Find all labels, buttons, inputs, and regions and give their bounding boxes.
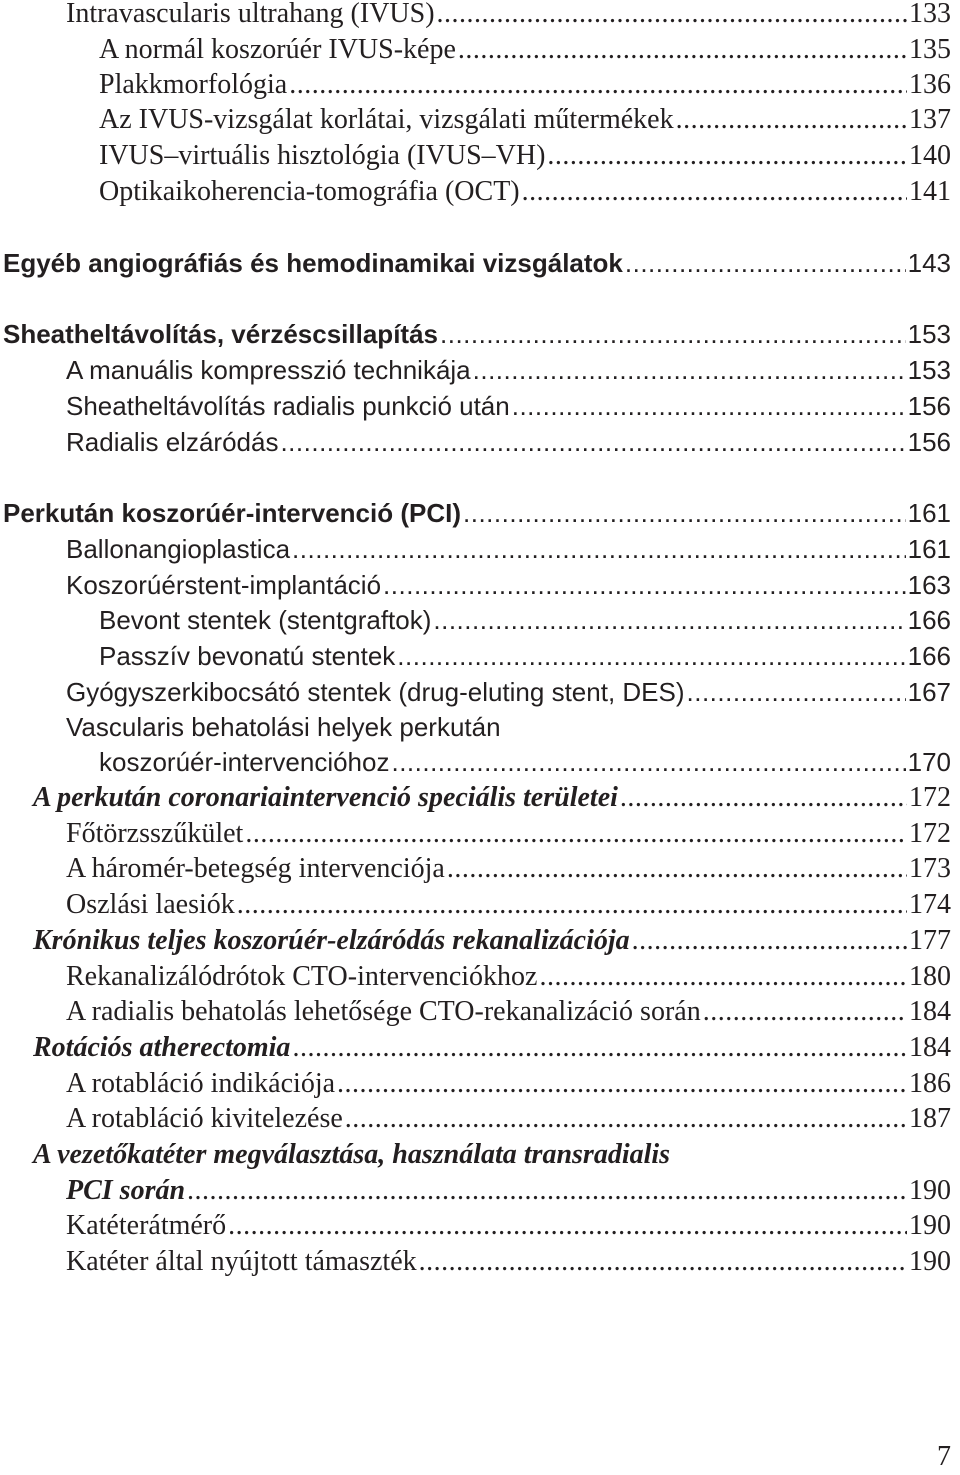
- toc-entry-title: Plakkmorfológia: [99, 69, 288, 100]
- toc-entry-page: 136: [909, 69, 951, 100]
- toc-entry-page: 156: [907, 427, 951, 457]
- toc-section-entry-first-line: [33, 1137, 951, 1173]
- toc-entry-first-line: [66, 709, 951, 745]
- toc-entry: [99, 638, 951, 674]
- toc-section-title: Krónikus teljes koszorúér-elzáródás rekanalizációja: [33, 925, 630, 956]
- toc-chapter-entry: [3, 495, 951, 531]
- toc-leader-dots: [547, 138, 907, 174]
- toc-leader-dots: [345, 1101, 907, 1137]
- toc-entry: [99, 138, 951, 174]
- toc-leader-dots: [473, 352, 906, 388]
- toc-entry-title: Sheatheltávolítás radialis punkció után: [66, 391, 510, 421]
- toc-chapter-title: Sheatheltávolítás, vérzéscsillapítás: [3, 319, 438, 349]
- toc-section-entry: [33, 780, 951, 816]
- toc-entry-title: Ballonangioplastica: [66, 534, 291, 564]
- toc-entry-title: Katéterátmérő: [66, 1210, 227, 1241]
- toc-leader-dots: [391, 744, 905, 780]
- toc-entry-page: 180: [909, 961, 951, 992]
- toc-entry: [99, 602, 951, 638]
- toc-entry-title: Passzív bevonatú stentek: [99, 641, 396, 671]
- toc-leader-dots: [625, 245, 906, 281]
- toc-entry-title: Rekanalizálódrótok CTO-intervenciókhoz: [66, 961, 538, 992]
- toc-entry-page: 153: [907, 355, 951, 385]
- toc-entry-page: 190: [909, 1210, 951, 1241]
- toc-entry: [66, 424, 951, 460]
- toc-chapter-title: Perkután koszorúér-intervenció (PCI): [3, 498, 461, 528]
- toc-entry-title: Bevont stentek (stentgraftok): [99, 605, 432, 635]
- toc-entry: [66, 1208, 951, 1244]
- toc-entry-page: 156: [907, 391, 951, 421]
- toc-entry: [66, 1066, 951, 1102]
- toc-leader-dots: [620, 780, 907, 816]
- toc-leader-dots: [383, 567, 906, 603]
- toc-entry-title: Oszlási laesiók: [66, 889, 235, 920]
- toc-entry-page: 140: [909, 140, 951, 171]
- toc-chapter-entry: [3, 245, 951, 281]
- toc-entry-page: 174: [909, 889, 951, 920]
- toc-entry-page: 133: [909, 0, 951, 29]
- toc-leader-dots: [447, 851, 907, 887]
- toc-entry-title: Intravascularis ultrahang (IVUS): [66, 0, 435, 29]
- toc-leader-dots: [676, 102, 907, 138]
- toc-entry-page: 172: [909, 782, 951, 813]
- toc-entry-title: Az IVUS-vizsgálat korlátai, vizsgálati műtermékek: [99, 104, 674, 135]
- toc-leader-dots: [245, 816, 907, 852]
- toc-entry-title: Főtörzsszűkület: [66, 818, 244, 849]
- toc-entry-page: 173: [909, 853, 951, 884]
- toc-leader-dots: [419, 1244, 907, 1280]
- toc-entry-title: Gyógyszerkibocsátó stentek (drug-eluting stent, DES): [66, 677, 685, 707]
- toc-entry: [99, 174, 951, 210]
- toc-entry-title: A háromér-betegség intervenciója: [66, 853, 445, 884]
- toc-entry-page: 177: [909, 925, 951, 956]
- toc-leader-dots: [687, 674, 906, 710]
- toc-leader-dots: [289, 67, 907, 103]
- toc-entry-page: 190: [909, 1175, 951, 1206]
- toc-entry-page: 161: [907, 534, 951, 564]
- toc-entry-title: A rotabláció indikációja: [66, 1068, 336, 1099]
- toc-entry-page: 166: [907, 641, 951, 671]
- toc-entry: [66, 388, 951, 424]
- toc-entry-title: Katéter által nyújtott támaszték: [66, 1246, 417, 1277]
- toc-entry: [99, 32, 951, 68]
- toc-entry-title: koszorúér-intervencióhoz: [99, 747, 390, 777]
- toc-section-entry: [33, 1030, 951, 1066]
- toc-entry: [66, 1101, 951, 1137]
- toc-leader-dots: [433, 602, 905, 638]
- toc-entry: [66, 531, 951, 567]
- toc-entry-page: 170: [907, 747, 951, 777]
- toc-leader-dots: [703, 994, 907, 1030]
- toc-entry-page: 153: [907, 319, 951, 349]
- toc-leader-dots: [632, 923, 907, 959]
- toc-entry-page: 187: [909, 1103, 951, 1134]
- page-number: 7: [937, 1441, 951, 1472]
- toc-entry-page: 184: [909, 1032, 951, 1063]
- toc-leader-dots: [337, 1066, 907, 1102]
- toc-entry-page: 143: [907, 248, 951, 278]
- toc-entry-title: Koszorúérstent-implantáció: [66, 570, 382, 600]
- toc-section-title: Rotációs atherectomia: [33, 1032, 291, 1063]
- toc-chapter-entry: [3, 316, 951, 352]
- toc-entry-page: 161: [907, 498, 951, 528]
- toc-entry: [66, 1244, 951, 1280]
- toc-entry-title: A rotabláció kivitelezése: [66, 1103, 343, 1134]
- toc-entry-page: 166: [907, 605, 951, 635]
- toc-entry: [66, 887, 951, 923]
- toc-entry-title: Radialis elzáródás: [66, 427, 279, 457]
- toc-leader-dots: [228, 1208, 907, 1244]
- toc-entry: [66, 994, 951, 1030]
- toc-entry: [66, 959, 951, 995]
- toc-section-title: A perkután coronariaintervenció speciális területei: [33, 782, 618, 813]
- toc-entry-page: 135: [909, 34, 951, 65]
- toc-section-entry: [66, 1173, 951, 1209]
- toc-entry-title: A radialis behatolás lehetősége CTO-rekanalizáció során: [66, 996, 701, 1027]
- toc-entry-page: 186: [909, 1068, 951, 1099]
- toc-entry-title: A manuális kompresszió technikája: [66, 355, 471, 385]
- toc-entry-page: 163: [907, 570, 951, 600]
- toc-entry-title: A normál koszorúér IVUS-képe: [99, 34, 456, 65]
- toc-leader-dots: [440, 316, 906, 352]
- toc-entry: [66, 352, 951, 388]
- toc-entry: [99, 102, 951, 138]
- toc-leader-dots: [187, 1173, 907, 1209]
- toc-entry-title: Vascularis behatolási helyek perkután: [66, 712, 501, 742]
- toc-entry-page: 184: [909, 996, 951, 1027]
- toc-leader-dots: [437, 0, 907, 32]
- toc-section-entry: [33, 923, 951, 959]
- toc-entry-page: 141: [909, 176, 951, 207]
- toc-leader-dots: [237, 887, 907, 923]
- toc-entry-title: IVUS–virtuális hisztológia (IVUS–VH): [99, 140, 546, 171]
- toc-leader-dots: [280, 424, 905, 460]
- toc-leader-dots: [292, 531, 906, 567]
- toc-section-title: PCI során: [66, 1175, 186, 1206]
- toc-entry-page: 167: [907, 677, 951, 707]
- toc-entry: [66, 816, 951, 852]
- toc-entry: [66, 674, 951, 710]
- toc-entry-page: 172: [909, 818, 951, 849]
- toc-leader-dots: [522, 174, 907, 210]
- toc-leader-dots: [539, 959, 907, 995]
- toc-leader-dots: [463, 495, 906, 531]
- toc-leader-dots: [397, 638, 905, 674]
- toc-section-title: A vezetőkatéter megválasztása, használata transradialis: [33, 1139, 671, 1170]
- toc-entry: [99, 67, 951, 103]
- toc-entry-page: 137: [909, 104, 951, 135]
- toc-leader-dots: [458, 32, 907, 68]
- toc-entry-title: Optikaikoherencia-tomográfia (OCT): [99, 176, 520, 207]
- toc-entry: [99, 744, 951, 780]
- toc-leader-dots: [512, 388, 906, 424]
- toc-entry-page: 190: [909, 1246, 951, 1277]
- toc-entry: [66, 567, 951, 603]
- toc-entry: [66, 0, 951, 32]
- toc-entry: [66, 851, 951, 887]
- toc-chapter-title: Egyéb angiográfiás és hemodinamikai vizsgálatok: [3, 248, 623, 278]
- toc-leader-dots: [292, 1030, 907, 1066]
